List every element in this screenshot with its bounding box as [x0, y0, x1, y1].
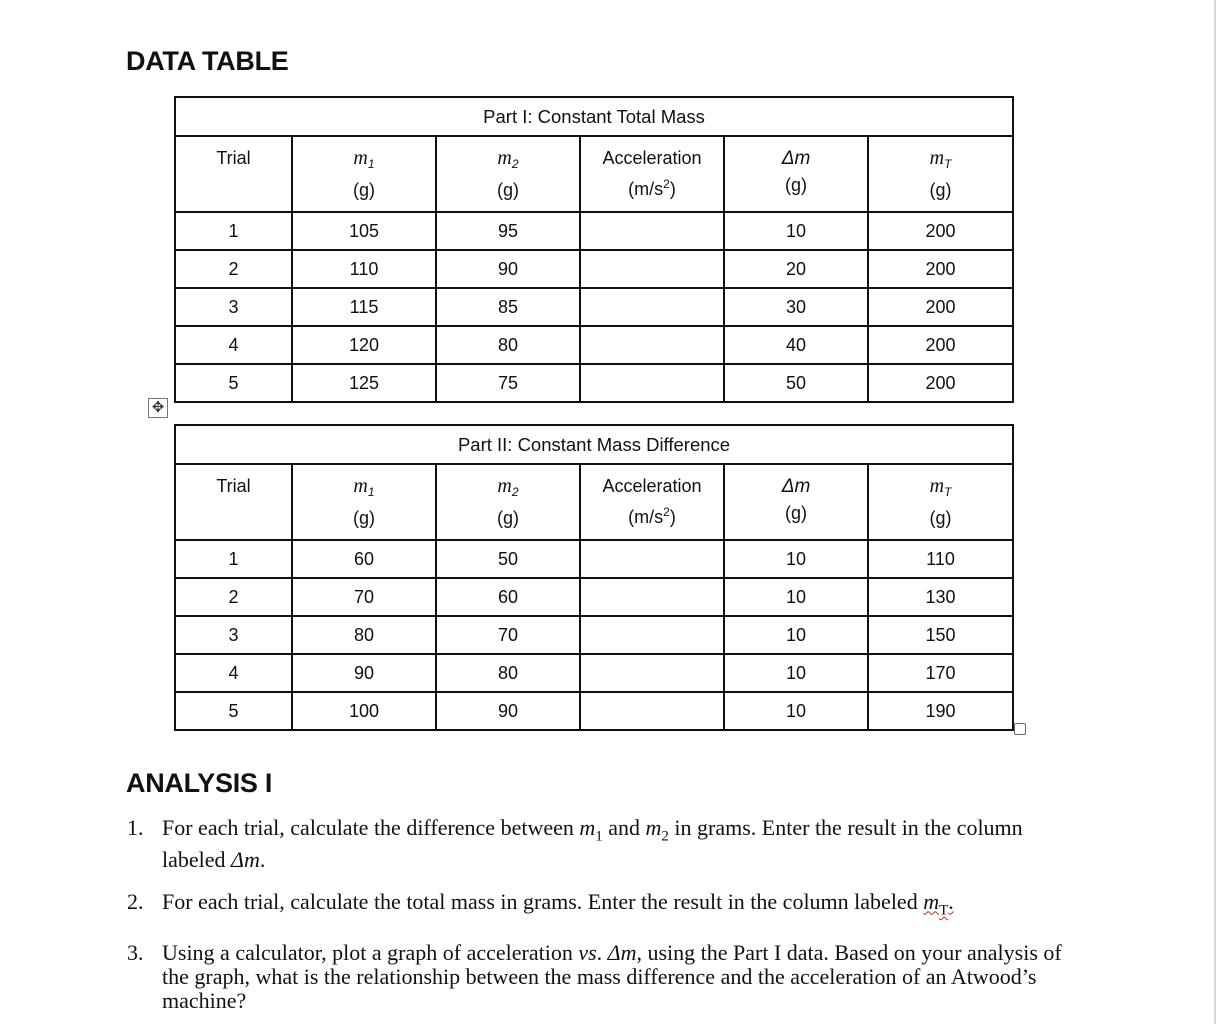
math-variable: Δm — [607, 939, 637, 965]
header-unit: $(m/s^2)$ — [628, 505, 676, 527]
text-run: . — [948, 889, 954, 915]
text-run: Using a calculator, plot a graph of acceleration — [162, 939, 579, 965]
table-cell: 70 — [436, 616, 580, 654]
table-row — [175, 364, 1013, 402]
text-run: . — [259, 847, 266, 873]
text-run: For each trial, calculate the difference between — [162, 815, 580, 840]
table-cell: 110 — [868, 540, 1013, 578]
math-variable: m — [579, 815, 596, 840]
list-number: 1. — [127, 815, 144, 840]
unit-superscript: 2 — [663, 505, 670, 519]
table-row — [175, 654, 1013, 692]
table-cell: 200 — [868, 326, 1013, 364]
table-cell: 80 — [292, 616, 436, 654]
acceleration-cell[interactable] — [580, 288, 724, 326]
table-cell: 2 — [175, 578, 292, 616]
header-symbol: Δm — [781, 476, 811, 497]
table-cell: 125 — [292, 364, 436, 402]
table-cell: 50 — [436, 540, 580, 578]
table-cell: 90 — [292, 654, 436, 692]
table-cell: 3 — [175, 288, 292, 326]
table-cell: 3 — [175, 616, 292, 654]
header-subscript: 2 — [511, 157, 519, 171]
table-cell: 5 — [175, 692, 292, 730]
text-run: , using the Part I data. Based on your analysis of the graph, what is the relationship between the mass difference and the acceleration of an Atwood’s machine? — [162, 939, 1062, 1013]
table-cell: 85 — [436, 288, 580, 326]
table-cell: 80 — [436, 326, 580, 364]
list-item — [126, 816, 1076, 872]
text-run: . — [596, 939, 608, 965]
header-symbol: m — [353, 147, 368, 169]
column-header — [868, 464, 1013, 540]
table-cell: 10 — [724, 616, 868, 654]
table-cell: 90 — [436, 250, 580, 288]
table-cell: 20 — [724, 250, 868, 288]
column-header — [292, 136, 436, 212]
page-edge — [1214, 0, 1216, 1024]
table-cell: 5 — [175, 364, 292, 402]
table-cell: 105 — [292, 212, 436, 250]
header-subscript: 1 — [367, 485, 375, 499]
resize-square-icon[interactable] — [1014, 723, 1026, 735]
column-header — [580, 136, 724, 212]
table-cell: 90 — [436, 692, 580, 730]
math-variable: m — [645, 815, 662, 840]
header-symbol: m — [497, 147, 512, 169]
header-label: Trial — [216, 476, 251, 496]
subscript: T — [939, 902, 949, 919]
table-cell: 75 — [436, 364, 580, 402]
column-header — [292, 464, 436, 540]
table-cell: 10 — [724, 578, 868, 616]
table-cell: 115 — [292, 288, 436, 326]
table-cell: 10 — [724, 692, 868, 730]
table-cell: 1 — [175, 212, 292, 250]
math-variable: vs — [578, 939, 597, 965]
data-table-heading: DATA TABLE — [126, 46, 289, 76]
acceleration-cell[interactable] — [580, 364, 724, 402]
header-unit: (g) — [497, 508, 519, 528]
part2-table — [174, 424, 1014, 731]
table-caption: Part I: Constant Total Mass — [175, 97, 1013, 136]
header-subscript: T — [944, 157, 952, 171]
table-cell: 30 — [724, 288, 868, 326]
acceleration-cell[interactable] — [580, 692, 724, 730]
table-cell: 70 — [292, 578, 436, 616]
table-row — [175, 692, 1013, 730]
column-header — [868, 136, 1013, 212]
header-symbol: m — [497, 475, 512, 497]
table-caption: Part II: Constant Mass Difference — [175, 425, 1013, 464]
column-header — [724, 464, 868, 540]
acceleration-cell[interactable] — [580, 250, 724, 288]
acceleration-cell[interactable] — [580, 212, 724, 250]
table-row — [175, 540, 1013, 578]
column-header — [436, 136, 580, 212]
unit-superscript: 2 — [663, 177, 670, 191]
table-cell: 200 — [868, 250, 1013, 288]
header-unit: (g) — [785, 503, 807, 523]
acceleration-cell[interactable] — [580, 540, 724, 578]
acceleration-cell[interactable] — [580, 326, 724, 364]
table-cell: 80 — [436, 654, 580, 692]
table-cell: 170 — [868, 654, 1013, 692]
table-cell: 120 — [292, 326, 436, 364]
column-header — [175, 136, 292, 212]
part1-table — [174, 96, 1014, 403]
subscript: 2 — [661, 828, 669, 845]
column-header — [724, 136, 868, 212]
table-row — [175, 616, 1013, 654]
column-header — [436, 464, 580, 540]
table-cell: 4 — [175, 326, 292, 364]
table-cell: 200 — [868, 288, 1013, 326]
list-item — [126, 890, 1076, 922]
table-cell: 10 — [724, 540, 868, 578]
list-item — [126, 941, 1076, 1013]
table-cell: 50 — [724, 364, 868, 402]
header-unit: (g) — [929, 508, 952, 528]
subscript: 1 — [595, 828, 603, 845]
header-unit: (g) — [785, 175, 807, 195]
table-cell: 10 — [724, 212, 868, 250]
header-subscript: 2 — [511, 485, 519, 499]
header-symbol: m — [929, 475, 945, 497]
acceleration-cell[interactable] — [580, 616, 724, 654]
text-run: and — [602, 815, 646, 840]
table-cell: 1 — [175, 540, 292, 578]
table-cell: 110 — [292, 250, 436, 288]
header-label: Acceleration — [602, 148, 702, 168]
table-cell: 190 — [868, 692, 1013, 730]
table-row — [175, 212, 1013, 250]
table-row — [175, 288, 1013, 326]
analysis-list — [126, 816, 1076, 1031]
table-row — [175, 250, 1013, 288]
table-cell: 4 — [175, 654, 292, 692]
table-cell: 60 — [292, 540, 436, 578]
header-symbol: Δm — [781, 148, 811, 169]
math-variable: m — [923, 889, 940, 915]
header-symbol: m — [929, 147, 945, 169]
list-number: 3. — [127, 939, 144, 965]
header-symbol: m — [353, 475, 368, 497]
table-cell: 2 — [175, 250, 292, 288]
table-row — [175, 578, 1013, 616]
header-unit: (g) — [929, 180, 952, 200]
acceleration-cell[interactable] — [580, 578, 724, 616]
table-cell: 150 — [868, 616, 1013, 654]
column-header — [175, 464, 292, 540]
table-cell: 100 — [292, 692, 436, 730]
table-cell: 200 — [868, 212, 1013, 250]
header-subscript: 1 — [367, 157, 375, 171]
table-cell: 10 — [724, 654, 868, 692]
move-arrows-icon[interactable]: ✥ — [148, 398, 168, 418]
table-cell: 95 — [436, 212, 580, 250]
header-unit: (g) — [353, 180, 375, 200]
header-unit: (g) — [353, 508, 375, 528]
header-unit: $(m/s^2)$ — [628, 177, 676, 199]
text-run: in grams. Enter the result in the column labeled — [162, 815, 1023, 873]
column-header — [580, 464, 724, 540]
table-cell: 200 — [868, 364, 1013, 402]
table-cell: 60 — [436, 578, 580, 616]
analysis-heading: ANALYSIS I — [126, 768, 273, 798]
header-unit: (g) — [497, 180, 519, 200]
header-label: Acceleration — [602, 476, 702, 496]
math-variable: Δm — [231, 847, 260, 873]
table-cell: 130 — [868, 578, 1013, 616]
header-subscript: T — [944, 485, 952, 499]
table-row — [175, 326, 1013, 364]
header-label: Trial — [216, 148, 251, 168]
acceleration-cell[interactable] — [580, 654, 724, 692]
table-cell: 40 — [724, 326, 868, 364]
list-number: 2. — [127, 889, 144, 915]
text-run: For each trial, calculate the total mass in grams. Enter the result in the column labeled — [162, 889, 924, 915]
